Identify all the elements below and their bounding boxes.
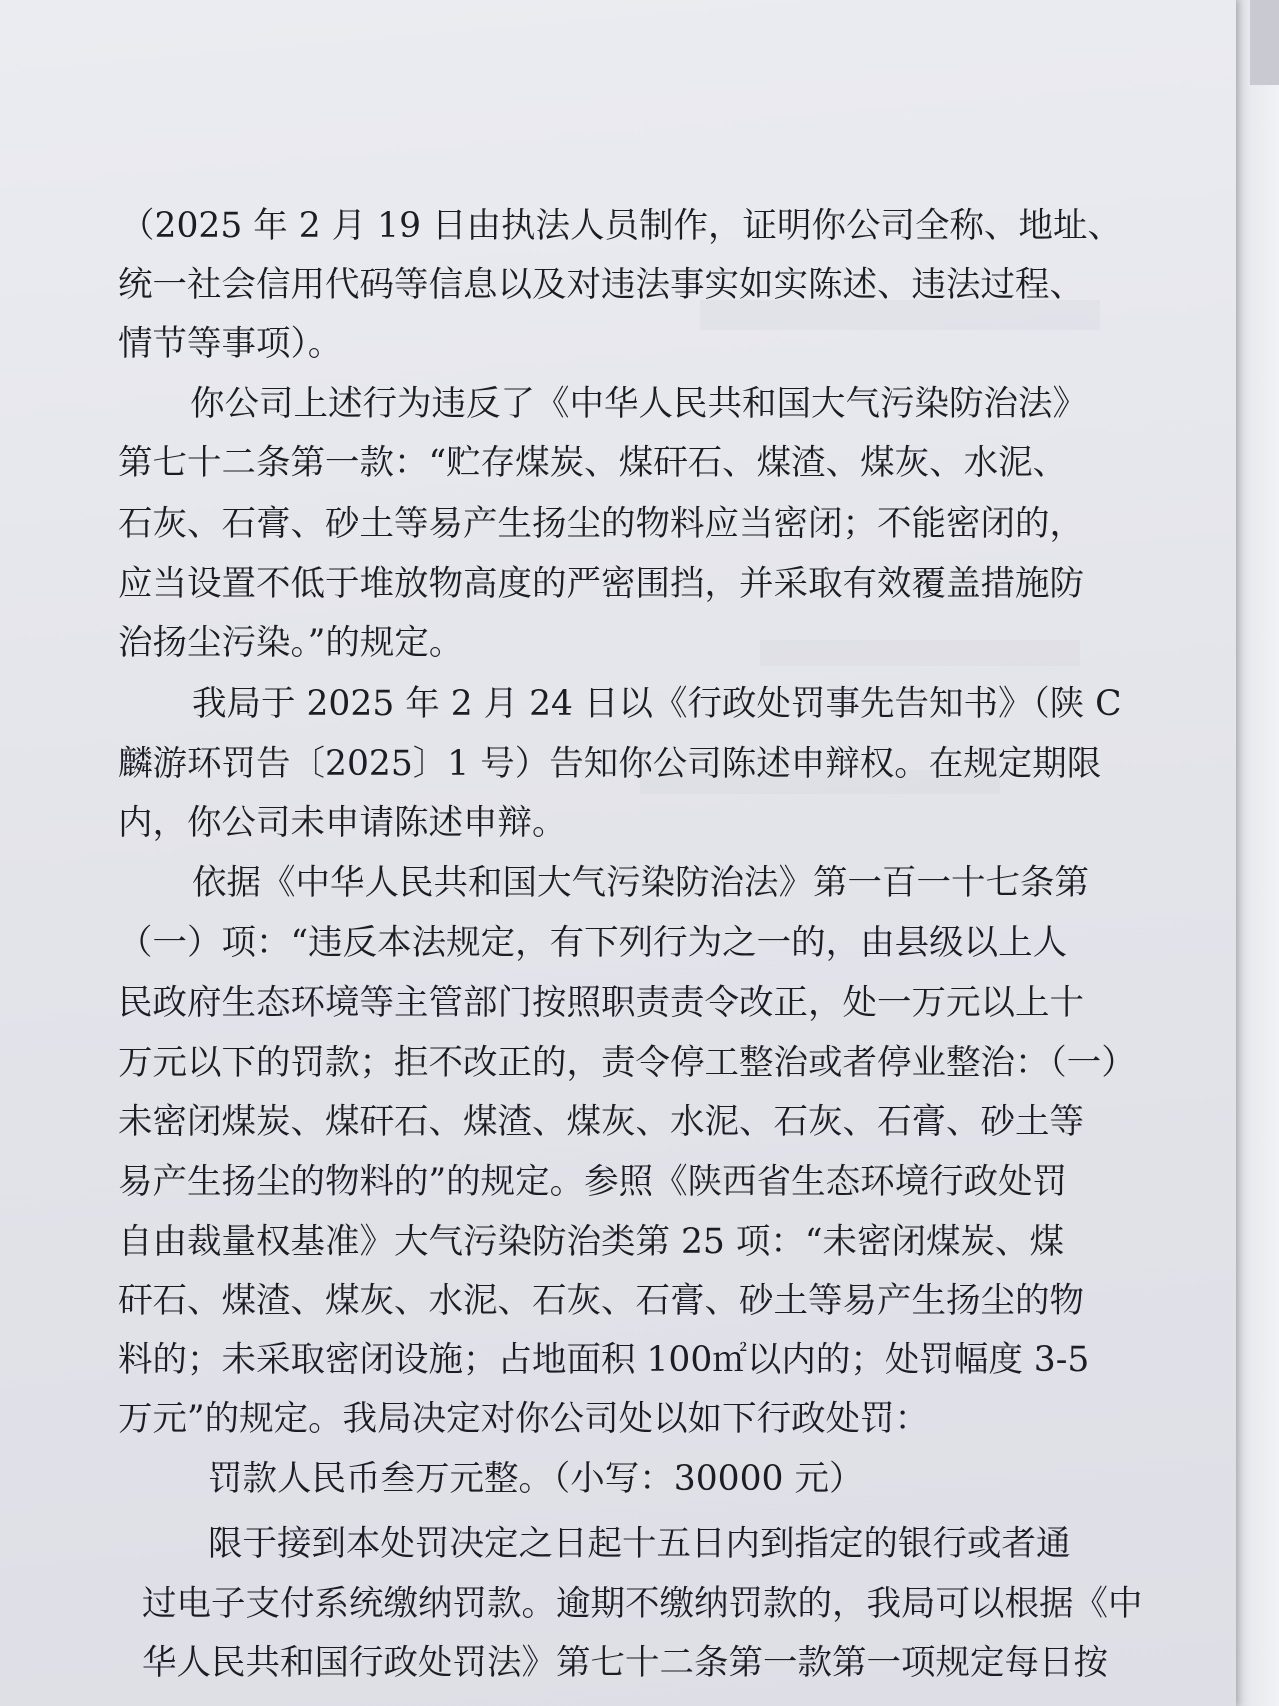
text-line: 内，你公司未申请陈述申辩。 <box>118 803 567 843</box>
text-line: 我局于 2025 年 2 月 24 日以《行政处罚事先告知书》（陕 C <box>192 684 1122 724</box>
text-line: 料的；未采取密闭设施；占地面积 100㎡以内的；处罚幅度 3-5 <box>118 1340 1090 1380</box>
text-line: （2025 年 2 月 19 日由执法人员制作，证明你公司全称、地址、 <box>120 206 1122 246</box>
text-line: 应当设置不低于堆放物高度的严密围挡，并采取有效覆盖措施防 <box>118 564 1084 604</box>
text-line: 依据《中华人民共和国大气污染防治法》第一百一十七条第 <box>192 863 1089 903</box>
text-line: 万元以下的罚款；拒不改正的，责令停工整治或者停业整治：（一） <box>118 1043 1136 1083</box>
text-line: 易产生扬尘的物料的”的规定。参照《陕西省生态环境行政处罚 <box>118 1162 1068 1202</box>
text-line: 未密闭煤炭、煤矸石、煤渣、煤灰、水泥、石灰、石膏、砂土等 <box>118 1102 1084 1142</box>
text-line: 情节等事项）。 <box>118 324 343 364</box>
text-line: 第七十二条第一款：“贮存煤炭、煤矸石、煤渣、煤灰、水泥、 <box>118 443 1068 483</box>
text-line: 万元”的规定。我局决定对你公司处以如下行政处罚： <box>118 1399 930 1439</box>
text-line: 罚款人民币叁万元整。（小写：30000 元） <box>208 1459 864 1499</box>
text-line: 石灰、石膏、砂土等易产生扬尘的物料应当密闭；不能密闭的， <box>118 504 1084 544</box>
text-line: 自由裁量权基准》大气污染防治类第 25 项：“未密闭煤炭、煤 <box>118 1222 1064 1262</box>
text-line: 限于接到本处罚决定之日起十五日内到指定的银行或者通 <box>208 1524 1071 1564</box>
text-line: 过电子支付系统缴纳罚款。逾期不缴纳罚款的，我局可以根据《中 <box>142 1584 1143 1624</box>
text-line: 麟游环罚告〔2025〕1 号）告知你公司陈述申辩权。在规定期限 <box>118 744 1102 784</box>
text-line: 华人民共和国行政处罚法》第七十二条第一款第一项规定每日按 <box>142 1643 1108 1683</box>
text-line: 民政府生态环境等主管部门按照职责责令改正，处一万元以上十 <box>118 983 1084 1023</box>
back-sheet-edge <box>1232 0 1279 1706</box>
text-line: 你公司上述行为违反了《中华人民共和国大气污染防治法》 <box>190 384 1087 424</box>
text-line: 矸石、煤渣、煤灰、水泥、石灰、石膏、砂土等易产生扬尘的物 <box>118 1281 1084 1321</box>
text-line: （一）项：“违反本法规定，有下列行为之一的，由县级以上人 <box>118 923 1068 963</box>
back-sheet-corner <box>1250 0 1279 85</box>
text-line: 统一社会信用代码等信息以及对违法事实如实陈述、违法过程、 <box>118 265 1084 305</box>
text-line: 治扬尘污染。”的规定。 <box>118 623 464 663</box>
